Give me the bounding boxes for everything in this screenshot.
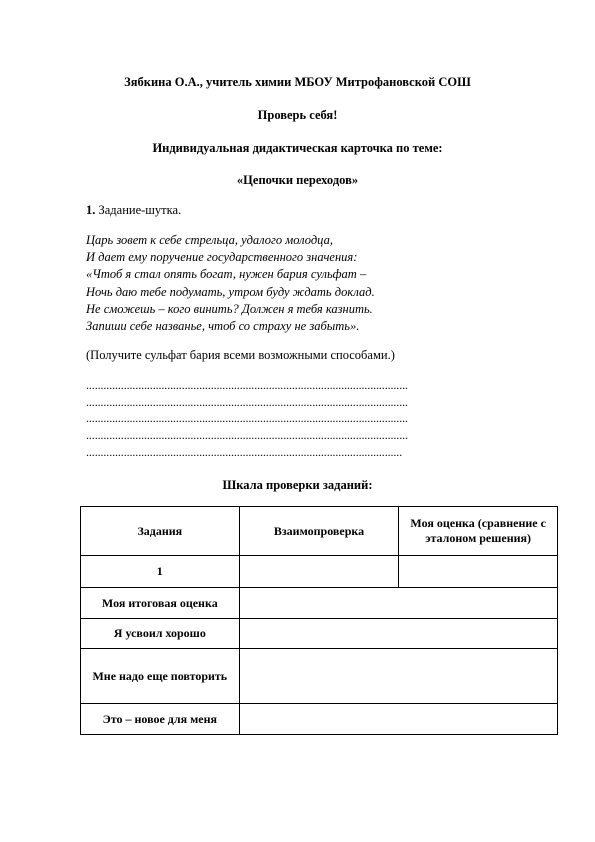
header-tasks: Задания	[81, 507, 240, 556]
table-header-row	[81, 507, 558, 556]
need-review-cell[interactable]	[239, 649, 557, 704]
poem-line: Царь зовет к себе стрельца, удалого молодца,	[86, 233, 333, 247]
poem-line: Не сможешь – кого винить? Должен я тебя казнить.	[86, 301, 373, 316]
table-row	[81, 704, 558, 735]
table-row	[81, 556, 558, 588]
table-row	[81, 619, 558, 649]
author-line: Зябкина О.А., учитель химии МБОУ Митрофановской СОШ	[124, 75, 471, 89]
header-self-grade: Моя оценка (сравнение с эталоном решения)	[399, 507, 558, 556]
learned-well-cell[interactable]	[239, 619, 557, 649]
answer-line: ...............................................................................................................	[86, 394, 408, 409]
task-number: 1.	[86, 203, 96, 217]
answer-line: .............................................................................................................	[86, 444, 403, 459]
subtitle: Индивидуальная дидактическая карточка по теме:	[152, 141, 443, 155]
grading-table	[80, 506, 558, 735]
poem-line: Ночь даю тебе подумать, утром буду ждать доклад.	[86, 284, 375, 299]
self-grade-cell[interactable]	[399, 556, 558, 588]
answer-line: ...............................................................................................................	[86, 378, 408, 392]
row-label: Я усвоил хорошо	[81, 619, 240, 649]
header-peer-review: Взаимопроверка	[239, 507, 399, 556]
table-row	[81, 588, 558, 619]
row-label: Моя итоговая оценка	[81, 588, 240, 619]
final-grade-cell[interactable]	[239, 588, 557, 619]
answer-lines	[86, 377, 408, 461]
task-instruction: (Получите сульфат бария всеми возможными способами.)	[86, 348, 395, 362]
poem-line: И дает ему поручение государственного значения:	[86, 250, 358, 265]
topic: «Цепочки переходов»	[236, 173, 359, 187]
poem	[86, 232, 375, 335]
scale-title: Шкала проверки заданий:	[222, 478, 373, 492]
peer-review-cell[interactable]	[239, 556, 399, 588]
task-number-cell: 1	[81, 556, 240, 588]
poem-line: Запиши себе названье, чтоб со страху не забыть».	[86, 319, 360, 334]
row-label: Мне надо еще повторить	[81, 649, 240, 704]
task-label: Задание-шутка.	[95, 203, 182, 217]
page-title: Проверь себя!	[257, 108, 338, 122]
poem-line: «Чтоб я стал опять богат, нужен бария сульфат –	[86, 267, 367, 282]
task-heading	[86, 203, 181, 218]
new-for-me-cell[interactable]	[239, 704, 557, 735]
answer-line: ...............................................................................................................	[86, 411, 408, 426]
answer-line: ...............................................................................................................	[86, 428, 408, 443]
row-label: Это – новое для меня	[81, 704, 240, 735]
table-row	[81, 649, 558, 704]
